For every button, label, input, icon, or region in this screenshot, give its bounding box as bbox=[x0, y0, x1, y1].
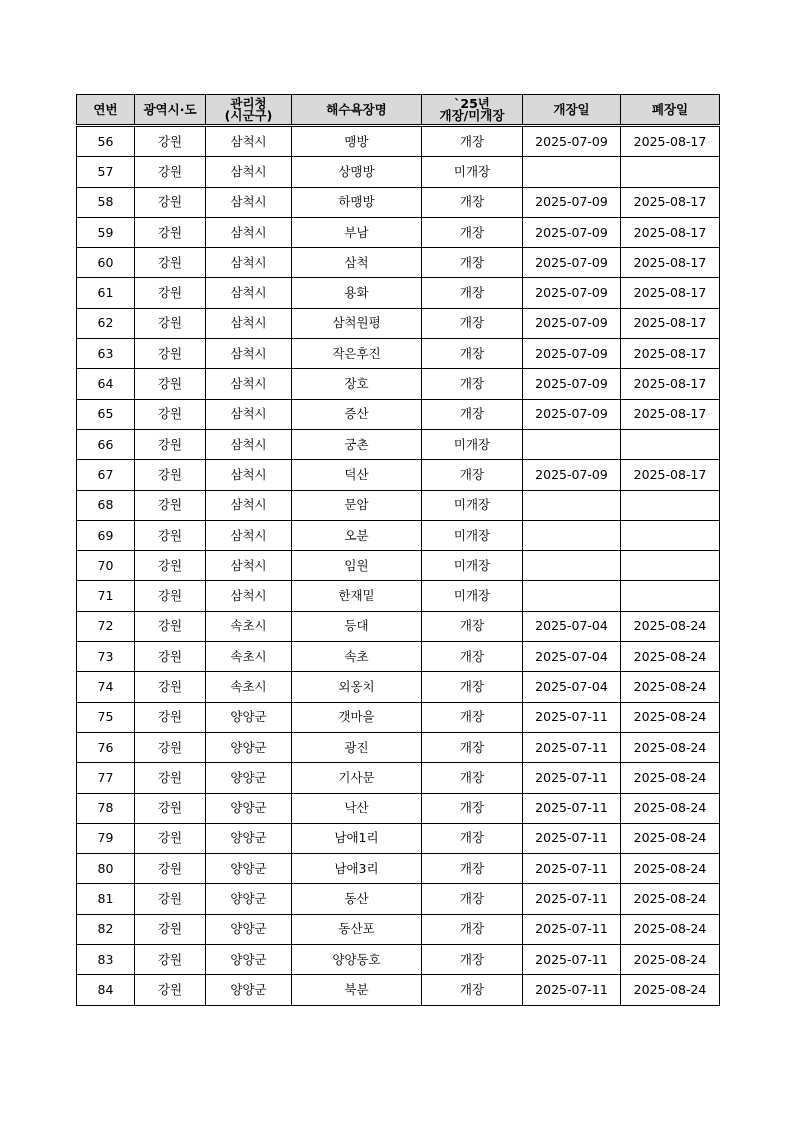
cell-no: 73 bbox=[77, 642, 135, 672]
cell-beach-name: 북분 bbox=[292, 975, 422, 1005]
cell-open-date: 2025-07-11 bbox=[523, 763, 621, 793]
cell-province: 강원 bbox=[135, 157, 206, 187]
cell-open-date: 2025-07-09 bbox=[523, 187, 621, 217]
cell-status: 개장 bbox=[422, 884, 523, 914]
cell-no: 57 bbox=[77, 157, 135, 187]
cell-open-date: 2025-07-09 bbox=[523, 248, 621, 278]
cell-office: 삼척시 bbox=[206, 126, 292, 157]
cell-status: 미개장 bbox=[422, 520, 523, 550]
header-office-line1: 관리청 bbox=[230, 95, 267, 111]
cell-close-date: 2025-08-24 bbox=[621, 884, 720, 914]
header-close-date: 폐장일 bbox=[621, 95, 720, 126]
table-row bbox=[77, 763, 720, 793]
cell-office: 양양군 bbox=[206, 702, 292, 732]
cell-province: 강원 bbox=[135, 520, 206, 550]
cell-office: 속초시 bbox=[206, 672, 292, 702]
cell-open-date bbox=[523, 551, 621, 581]
cell-status: 개장 bbox=[422, 248, 523, 278]
cell-province: 강원 bbox=[135, 732, 206, 762]
cell-province: 강원 bbox=[135, 945, 206, 975]
table-body bbox=[77, 126, 720, 1006]
table-row bbox=[77, 248, 720, 278]
table-row bbox=[77, 217, 720, 247]
table-row bbox=[77, 793, 720, 823]
cell-status: 개장 bbox=[422, 975, 523, 1005]
cell-office: 삼척시 bbox=[206, 520, 292, 550]
cell-province: 강원 bbox=[135, 793, 206, 823]
cell-open-date: 2025-07-09 bbox=[523, 217, 621, 247]
header-status-line1: `25년 bbox=[454, 95, 490, 111]
cell-open-date bbox=[523, 429, 621, 459]
cell-no: 79 bbox=[77, 823, 135, 853]
cell-no: 84 bbox=[77, 975, 135, 1005]
cell-close-date bbox=[621, 520, 720, 550]
cell-beach-name: 한재밑 bbox=[292, 581, 422, 611]
table-row bbox=[77, 732, 720, 762]
cell-open-date bbox=[523, 520, 621, 550]
table-row bbox=[77, 399, 720, 429]
cell-close-date: 2025-08-24 bbox=[621, 732, 720, 762]
cell-office: 삼척시 bbox=[206, 460, 292, 490]
cell-open-date: 2025-07-09 bbox=[523, 339, 621, 369]
cell-status: 개장 bbox=[422, 763, 523, 793]
cell-beach-name: 남애3리 bbox=[292, 854, 422, 884]
cell-beach-name: 장호 bbox=[292, 369, 422, 399]
cell-beach-name: 증산 bbox=[292, 399, 422, 429]
cell-close-date: 2025-08-17 bbox=[621, 187, 720, 217]
cell-open-date: 2025-07-04 bbox=[523, 672, 621, 702]
cell-close-date: 2025-08-17 bbox=[621, 248, 720, 278]
cell-no: 68 bbox=[77, 490, 135, 520]
cell-province: 강원 bbox=[135, 187, 206, 217]
beach-schedule-table bbox=[76, 94, 720, 1006]
table-row bbox=[77, 702, 720, 732]
cell-beach-name: 양양동호 bbox=[292, 945, 422, 975]
cell-office: 삼척시 bbox=[206, 217, 292, 247]
cell-office: 삼척시 bbox=[206, 399, 292, 429]
cell-no: 70 bbox=[77, 551, 135, 581]
cell-open-date: 2025-07-09 bbox=[523, 308, 621, 338]
cell-province: 강원 bbox=[135, 914, 206, 944]
cell-beach-name: 문암 bbox=[292, 490, 422, 520]
cell-office: 양양군 bbox=[206, 884, 292, 914]
cell-beach-name: 남애1리 bbox=[292, 823, 422, 853]
cell-status: 미개장 bbox=[422, 490, 523, 520]
cell-no: 82 bbox=[77, 914, 135, 944]
table-row bbox=[77, 369, 720, 399]
cell-beach-name: 작은후진 bbox=[292, 339, 422, 369]
cell-close-date: 2025-08-24 bbox=[621, 611, 720, 641]
cell-province: 강원 bbox=[135, 611, 206, 641]
cell-status: 개장 bbox=[422, 823, 523, 853]
cell-province: 강원 bbox=[135, 672, 206, 702]
cell-status: 개장 bbox=[422, 278, 523, 308]
cell-open-date: 2025-07-09 bbox=[523, 369, 621, 399]
cell-office: 양양군 bbox=[206, 793, 292, 823]
table-row bbox=[77, 187, 720, 217]
cell-beach-name: 오분 bbox=[292, 520, 422, 550]
cell-no: 72 bbox=[77, 611, 135, 641]
cell-no: 64 bbox=[77, 369, 135, 399]
cell-province: 강원 bbox=[135, 217, 206, 247]
cell-close-date: 2025-08-24 bbox=[621, 793, 720, 823]
cell-no: 77 bbox=[77, 763, 135, 793]
cell-province: 강원 bbox=[135, 854, 206, 884]
cell-office: 양양군 bbox=[206, 823, 292, 853]
cell-no: 58 bbox=[77, 187, 135, 217]
table-row bbox=[77, 278, 720, 308]
cell-no: 62 bbox=[77, 308, 135, 338]
cell-status: 개장 bbox=[422, 793, 523, 823]
table-row bbox=[77, 460, 720, 490]
cell-open-date bbox=[523, 490, 621, 520]
table-row bbox=[77, 551, 720, 581]
cell-province: 강원 bbox=[135, 308, 206, 338]
cell-open-date: 2025-07-11 bbox=[523, 793, 621, 823]
table-row bbox=[77, 611, 720, 641]
table-row bbox=[77, 339, 720, 369]
cell-open-date bbox=[523, 157, 621, 187]
cell-beach-name: 갯마을 bbox=[292, 702, 422, 732]
header-open-date: 개장일 bbox=[523, 95, 621, 126]
cell-status: 개장 bbox=[422, 914, 523, 944]
cell-open-date: 2025-07-11 bbox=[523, 854, 621, 884]
cell-no: 80 bbox=[77, 854, 135, 884]
cell-beach-name: 상맹방 bbox=[292, 157, 422, 187]
header-row bbox=[77, 95, 720, 126]
cell-close-date: 2025-08-24 bbox=[621, 914, 720, 944]
cell-office: 삼척시 bbox=[206, 551, 292, 581]
cell-province: 강원 bbox=[135, 490, 206, 520]
cell-close-date: 2025-08-24 bbox=[621, 672, 720, 702]
cell-beach-name: 등대 bbox=[292, 611, 422, 641]
cell-province: 강원 bbox=[135, 126, 206, 157]
table-row bbox=[77, 945, 720, 975]
cell-province: 강원 bbox=[135, 399, 206, 429]
cell-beach-name: 속초 bbox=[292, 642, 422, 672]
cell-beach-name: 삼척 bbox=[292, 248, 422, 278]
cell-office: 양양군 bbox=[206, 914, 292, 944]
header-office-line2: (시군구) bbox=[224, 107, 273, 123]
cell-close-date bbox=[621, 157, 720, 187]
cell-office: 양양군 bbox=[206, 945, 292, 975]
cell-no: 76 bbox=[77, 732, 135, 762]
cell-beach-name: 임원 bbox=[292, 551, 422, 581]
table-row bbox=[77, 490, 720, 520]
cell-province: 강원 bbox=[135, 369, 206, 399]
cell-status: 미개장 bbox=[422, 551, 523, 581]
cell-no: 75 bbox=[77, 702, 135, 732]
cell-status: 개장 bbox=[422, 642, 523, 672]
cell-province: 강원 bbox=[135, 339, 206, 369]
cell-province: 강원 bbox=[135, 975, 206, 1005]
cell-status: 개장 bbox=[422, 702, 523, 732]
cell-open-date: 2025-07-04 bbox=[523, 642, 621, 672]
cell-province: 강원 bbox=[135, 551, 206, 581]
cell-beach-name: 광진 bbox=[292, 732, 422, 762]
cell-close-date: 2025-08-17 bbox=[621, 339, 720, 369]
cell-close-date: 2025-08-17 bbox=[621, 399, 720, 429]
cell-office: 삼척시 bbox=[206, 429, 292, 459]
table-row bbox=[77, 975, 720, 1005]
cell-beach-name: 낙산 bbox=[292, 793, 422, 823]
cell-beach-name: 동산포 bbox=[292, 914, 422, 944]
cell-open-date: 2025-07-04 bbox=[523, 611, 621, 641]
cell-beach-name: 기사문 bbox=[292, 763, 422, 793]
header-beach-name: 해수욕장명 bbox=[292, 95, 422, 126]
cell-province: 강원 bbox=[135, 460, 206, 490]
cell-office: 삼척시 bbox=[206, 157, 292, 187]
cell-close-date: 2025-08-17 bbox=[621, 217, 720, 247]
table-row bbox=[77, 914, 720, 944]
cell-province: 강원 bbox=[135, 248, 206, 278]
cell-office: 속초시 bbox=[206, 642, 292, 672]
cell-no: 74 bbox=[77, 672, 135, 702]
cell-beach-name: 동산 bbox=[292, 884, 422, 914]
cell-status: 개장 bbox=[422, 399, 523, 429]
cell-no: 67 bbox=[77, 460, 135, 490]
table-row bbox=[77, 126, 720, 157]
cell-office: 삼척시 bbox=[206, 248, 292, 278]
cell-office: 양양군 bbox=[206, 854, 292, 884]
cell-no: 81 bbox=[77, 884, 135, 914]
table-row bbox=[77, 854, 720, 884]
header-status bbox=[422, 95, 523, 126]
cell-status: 개장 bbox=[422, 217, 523, 247]
table-row bbox=[77, 884, 720, 914]
cell-office: 삼척시 bbox=[206, 581, 292, 611]
cell-beach-name: 맹방 bbox=[292, 126, 422, 157]
cell-office: 양양군 bbox=[206, 975, 292, 1005]
cell-close-date bbox=[621, 551, 720, 581]
cell-province: 강원 bbox=[135, 429, 206, 459]
cell-office: 속초시 bbox=[206, 611, 292, 641]
cell-open-date: 2025-07-09 bbox=[523, 460, 621, 490]
cell-province: 강원 bbox=[135, 702, 206, 732]
cell-status: 개장 bbox=[422, 126, 523, 157]
cell-status: 개장 bbox=[422, 460, 523, 490]
cell-status: 개장 bbox=[422, 854, 523, 884]
cell-office: 양양군 bbox=[206, 732, 292, 762]
cell-close-date bbox=[621, 429, 720, 459]
cell-open-date: 2025-07-09 bbox=[523, 399, 621, 429]
cell-close-date: 2025-08-17 bbox=[621, 369, 720, 399]
cell-close-date: 2025-08-24 bbox=[621, 854, 720, 884]
cell-close-date: 2025-08-24 bbox=[621, 945, 720, 975]
cell-close-date: 2025-08-17 bbox=[621, 126, 720, 157]
cell-beach-name: 부남 bbox=[292, 217, 422, 247]
cell-status: 미개장 bbox=[422, 581, 523, 611]
cell-beach-name: 덕산 bbox=[292, 460, 422, 490]
cell-province: 강원 bbox=[135, 823, 206, 853]
table-row bbox=[77, 520, 720, 550]
cell-office: 삼척시 bbox=[206, 339, 292, 369]
table-row bbox=[77, 642, 720, 672]
table-row bbox=[77, 672, 720, 702]
cell-no: 69 bbox=[77, 520, 135, 550]
cell-open-date: 2025-07-11 bbox=[523, 914, 621, 944]
cell-close-date: 2025-08-17 bbox=[621, 278, 720, 308]
header-status-line2: 개장/미개장 bbox=[439, 107, 505, 123]
cell-status: 개장 bbox=[422, 369, 523, 399]
cell-no: 56 bbox=[77, 126, 135, 157]
header-no: 연번 bbox=[77, 95, 135, 126]
table-row bbox=[77, 823, 720, 853]
cell-office: 삼척시 bbox=[206, 278, 292, 308]
cell-open-date: 2025-07-11 bbox=[523, 702, 621, 732]
cell-close-date: 2025-08-17 bbox=[621, 308, 720, 338]
cell-close-date bbox=[621, 581, 720, 611]
table-row bbox=[77, 308, 720, 338]
cell-open-date: 2025-07-09 bbox=[523, 278, 621, 308]
cell-no: 78 bbox=[77, 793, 135, 823]
cell-no: 71 bbox=[77, 581, 135, 611]
cell-close-date: 2025-08-17 bbox=[621, 460, 720, 490]
cell-no: 60 bbox=[77, 248, 135, 278]
cell-office: 삼척시 bbox=[206, 187, 292, 217]
cell-close-date: 2025-08-24 bbox=[621, 702, 720, 732]
table-row bbox=[77, 581, 720, 611]
cell-close-date bbox=[621, 490, 720, 520]
cell-beach-name: 삼척원평 bbox=[292, 308, 422, 338]
cell-close-date: 2025-08-24 bbox=[621, 975, 720, 1005]
cell-province: 강원 bbox=[135, 642, 206, 672]
cell-open-date: 2025-07-11 bbox=[523, 823, 621, 853]
cell-close-date: 2025-08-24 bbox=[621, 763, 720, 793]
cell-open-date: 2025-07-11 bbox=[523, 975, 621, 1005]
cell-no: 83 bbox=[77, 945, 135, 975]
cell-status: 개장 bbox=[422, 732, 523, 762]
cell-no: 63 bbox=[77, 339, 135, 369]
cell-province: 강원 bbox=[135, 763, 206, 793]
cell-open-date: 2025-07-11 bbox=[523, 884, 621, 914]
cell-close-date: 2025-08-24 bbox=[621, 823, 720, 853]
cell-no: 65 bbox=[77, 399, 135, 429]
cell-beach-name: 궁촌 bbox=[292, 429, 422, 459]
cell-status: 미개장 bbox=[422, 429, 523, 459]
table-row bbox=[77, 429, 720, 459]
cell-status: 개장 bbox=[422, 672, 523, 702]
cell-beach-name: 하맹방 bbox=[292, 187, 422, 217]
cell-office: 삼척시 bbox=[206, 308, 292, 338]
table-header bbox=[77, 95, 720, 126]
cell-status: 미개장 bbox=[422, 157, 523, 187]
header-province: 광역시·도 bbox=[135, 95, 206, 126]
cell-beach-name: 용화 bbox=[292, 278, 422, 308]
table-row bbox=[77, 157, 720, 187]
cell-open-date: 2025-07-11 bbox=[523, 945, 621, 975]
cell-close-date: 2025-08-24 bbox=[621, 642, 720, 672]
cell-open-date: 2025-07-09 bbox=[523, 126, 621, 157]
cell-status: 개장 bbox=[422, 945, 523, 975]
cell-office: 삼척시 bbox=[206, 490, 292, 520]
cell-office: 삼척시 bbox=[206, 369, 292, 399]
cell-open-date: 2025-07-11 bbox=[523, 732, 621, 762]
cell-beach-name: 외옹치 bbox=[292, 672, 422, 702]
cell-no: 66 bbox=[77, 429, 135, 459]
cell-province: 강원 bbox=[135, 581, 206, 611]
cell-no: 59 bbox=[77, 217, 135, 247]
cell-province: 강원 bbox=[135, 884, 206, 914]
cell-province: 강원 bbox=[135, 278, 206, 308]
header-office bbox=[206, 95, 292, 126]
cell-status: 개장 bbox=[422, 187, 523, 217]
cell-open-date bbox=[523, 581, 621, 611]
cell-status: 개장 bbox=[422, 339, 523, 369]
cell-status: 개장 bbox=[422, 611, 523, 641]
cell-no: 61 bbox=[77, 278, 135, 308]
cell-status: 개장 bbox=[422, 308, 523, 338]
cell-office: 양양군 bbox=[206, 763, 292, 793]
